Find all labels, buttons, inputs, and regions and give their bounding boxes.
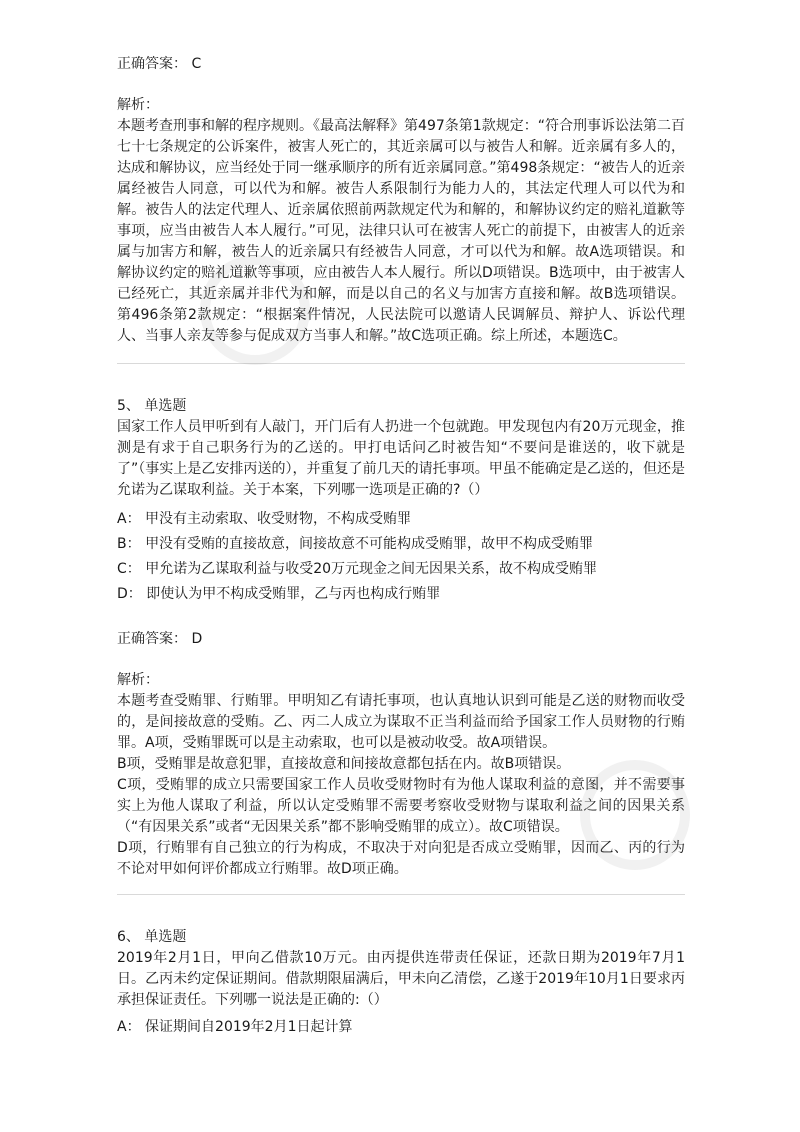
option-b — [117, 534, 685, 555]
document-page — [117, 54, 685, 1042]
answer-label: 正确答案： — [117, 56, 187, 72]
option-a — [117, 509, 685, 530]
option-list — [117, 509, 685, 605]
analysis-label: 解析： — [117, 97, 159, 113]
question-header — [117, 927, 685, 948]
option-text: 保证期间自2019年2月1日起计算 — [145, 1019, 353, 1035]
analysis-paragraph: B项，受贿罪是故意犯罪，直接故意和间接故意都包括在内。故B项错误。 — [117, 756, 571, 772]
question-stem: 国家工作人员甲听到有人敲门，开门后有人扔进一个包就跑。甲发现包内有20万元现金，推测是有求于自己职务行为的乙送的。甲打电话问乙时被告知“不要问是谁送的，收下就是了”（事实上是乙安排丙送的），并重复了前几天的请托事项。甲虽不能确定是乙送的，但还是允诺为乙谋取利益。关于本案，下列哪一选项是正确的?（） — [117, 419, 685, 498]
option-key: D： — [117, 586, 142, 602]
analysis-paragraph: C项，受贿罪的成立只需要国家工作人员收受财物时有为他人谋取利益的意图，并不需要事实上为他人谋取了利益，所以认定受贿罪不需要考察收受财物与谋取利益之间的因果关系（“有因果关系”或者“无因果关系”都不影响受贿罪的成立）。故C项错误。 — [117, 777, 685, 835]
answer-row — [117, 54, 685, 75]
option-text: 甲允诺为乙谋取利益与收受20万元现金之间无因果关系，故不构成受贿罪 — [145, 561, 598, 577]
analysis-label: 解析： — [117, 672, 159, 688]
option-key: A： — [117, 511, 141, 527]
option-text: 甲没有主动索取、收受财物，不构成受贿罪 — [145, 511, 412, 527]
answer-value: D — [191, 631, 203, 647]
question-sep: 、 — [125, 398, 140, 414]
question-type: 单选题 — [144, 398, 187, 414]
analysis-text: 本题考查刑事和解的程序规则。《最高法解释》第497条第1款规定：“符合刑事诉讼法第二百七十七条规定的公诉案件，被害人死亡的，其近亲属可以与被告人和解。近亲属有多人的，达成和解协议，应当经处于同一继承顺序的所有近亲属同意。”第498条规定：“被告人的近亲属经被告人同意，可以代为和解。被告人系限制行为能力人的，其法定代理人可以代为和解。被告人的法定代理人、近亲属依照前两款规定代为和解的，和解协议约定的赔礼道歉等事项，应当由被告人本人履行。”可见，法律只认可在被害人死亡的前提下，由被害人的近亲属与加害方和解，被告人的近亲属只有经被告人同意，才可以代为和解。故A选项错误。和解协议约定的赔礼道歉等事项，应由被告人本人履行。所以D项错误。B选项中，由于被害人已经死亡，其近亲属并非代为和解，而是以自己的名义与加害方直接和解。故B选项错误。第496条第2款规定：“根据案件情况，人民法院可以邀请人民调解员、辩护人、诉讼代理人、当事人亲友等参与促成双方当事人和解。”故C选项正确。综上所述，本题选C。 — [117, 118, 685, 344]
analysis-paragraph: D项，行贿罪有自己独立的行为构成，不取决于对向犯是否成立受贿罪，因而乙、丙的行为不论对甲如何评价都成立行贿罪。故D项正确。 — [117, 840, 685, 877]
option-text: 即使认为甲不构成受贿罪，乙与丙也构成行贿罪 — [146, 586, 441, 602]
question-header — [117, 396, 685, 417]
option-key: A： — [117, 1019, 141, 1035]
answer-row — [117, 629, 685, 650]
option-c — [117, 559, 685, 580]
answer-label: 正确答案： — [117, 631, 187, 647]
answer-value: C — [191, 56, 202, 72]
option-d — [117, 584, 685, 605]
question-number: 6 — [117, 929, 126, 945]
question-stem: 2019年2月1日，甲向乙借款10万元。由丙提供连带责任保证，还款日期为2019年7月1日。乙丙未约定保证期间。借款期限届满后，甲未向乙清偿，乙遂于2019年10月1日要求丙承担保证责任。下列哪一说法是正确的:（） — [117, 950, 685, 1008]
option-key: C： — [117, 561, 141, 577]
question-number: 5 — [117, 398, 126, 414]
option-key: B： — [117, 536, 141, 552]
question-sep: 、 — [125, 929, 140, 945]
option-a — [117, 1017, 685, 1038]
option-text: 甲没有受贿的直接故意，间接故意不可能构成受贿罪，故甲不构成受贿罪 — [145, 536, 594, 552]
question-type: 单选题 — [144, 929, 187, 945]
analysis-paragraph: 本题考查受贿罪、行贿罪。甲明知乙有请托事项，也认真地认识到可能是乙送的财物而收受的，是间接故意的受贿。乙、丙二人成立为谋取不正当利益而给予国家工作人员财物的行贿罪。A项，受贿罪既可以是主动索取，也可以是被动收受。故A项错误。 — [117, 693, 685, 751]
